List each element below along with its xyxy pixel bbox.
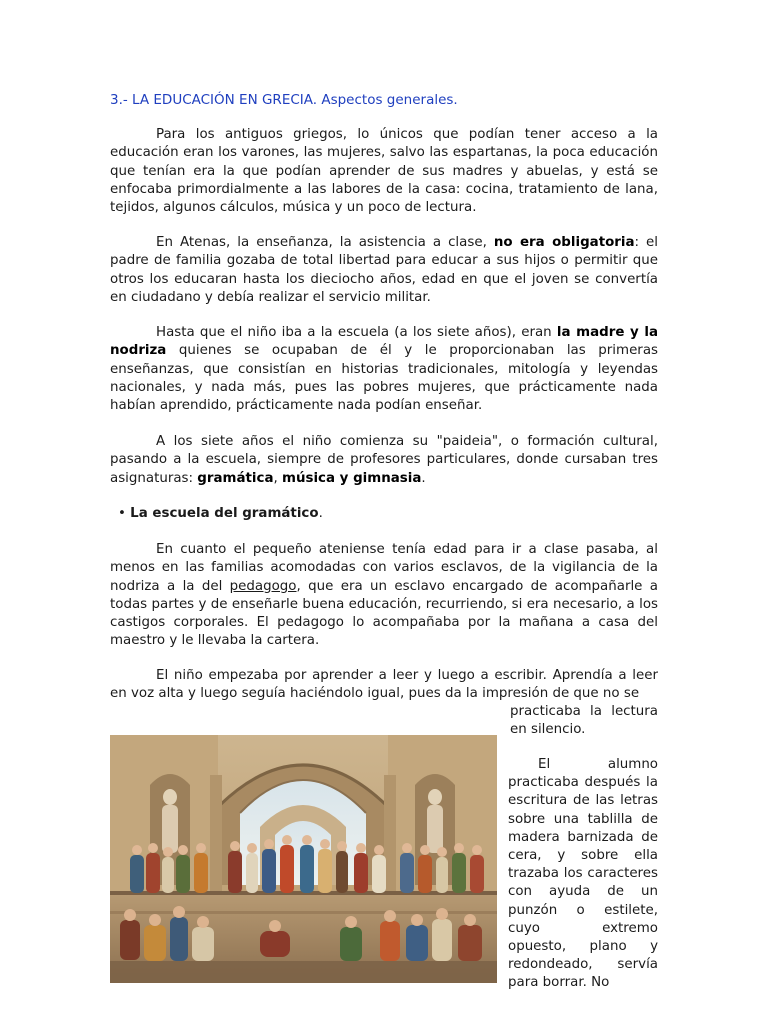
paragraph-nodriza: [110, 324, 658, 415]
paragraph-atenas: [110, 234, 658, 307]
p4-sep: ,: [273, 470, 282, 486]
painting-illustration: [110, 735, 497, 983]
bullet-label: La escuela del gramático: [130, 506, 319, 521]
p2-text-c: : el padre de familia gozaba de total libertad para educar a sus hijos o permitir que otros los educaran hasta los dieciocho años, edad en que el joven se convertía en ciudadano y debía realizar el servicio militar.: [110, 235, 658, 305]
p5-text-a: En cuanto el pequeño ateniense tenía edad para ir a clase pasaba, al menos en las familias acomodadas con varios esclavos, de la vigilancia de la nodriza a la del: [110, 542, 658, 594]
paragraph-pedagogo: [110, 541, 658, 651]
paragraph-lectura: El niño empezaba por aprender a leer y luego a escribir. Aprendía a leer en voz alta y luego seguía haciéndolo igual, pues da la impresión de que no se: [110, 668, 658, 702]
p4-bold-gramatica: gramática: [197, 470, 274, 486]
bullet-end: .: [318, 506, 323, 521]
p5-underlined: pedagogo: [229, 578, 297, 594]
p3-text-c: quienes se ocupaban de él y le proporcionaban las primeras enseñanzas, que consistían en historias tradicionales, mitología y leyendas nacionales, y nada más, pues las pobres mujeres, que prácticamente nada habían aprendido, prácticamente nada podían enseñar.: [110, 343, 658, 414]
paragraph-intro: Para los antiguos griegos, lo únicos que podían tener acceso a la educación eran los varones, las mujeres, salvo las espartanas, la poca educación que tenían era la que podían aprender de sus madres y abuelas, y está se enfocaba primordialmente a las labores de la casa: cocina, tratamiento de lana, tejidos, algunos cálculos, música y un poco de lectura.: [110, 127, 658, 216]
side-text-lectura: practicaba la lectura en silencio.: [510, 704, 658, 738]
paragraph-paideia: [110, 433, 658, 488]
p4-bold-musica: música y gimnasia: [282, 470, 422, 486]
section-title: 3.- LA EDUCACIÓN EN GRECIA. Aspectos generales.: [110, 92, 458, 108]
p4-text-a: A los siete años el niño comienza su "paideia", o formación cultural, pasando a la escuela, siempre de profesores particulares, donde cursaban tres asignaturas:: [110, 434, 658, 486]
bullet-mark: •: [118, 506, 126, 521]
p3-bold: la madre y la nodriza: [110, 325, 658, 359]
p2-text-a: En Atenas, la enseñanza, la asistencia a clase,: [156, 235, 494, 250]
school-of-athens-painting: [110, 735, 497, 983]
p4-end: .: [421, 470, 426, 486]
bullet-heading: [118, 505, 323, 523]
p3-text-a: Hasta que el niño iba a la escuela (a los siete años), eran: [156, 325, 557, 340]
p2-bold: no era obligatoria: [493, 235, 635, 250]
side-text-escritura: El alumno practicaba después la escritura de las letras sobre una tablilla de madera barnizada de cera, y sobre ella trazaba los caracteres con ayuda de un punzón o estilete, cuyo extremo opuesto, plano y redondeado, servía para borrar. No: [508, 757, 658, 991]
p5-text-c: , que era un esclavo encargado de acompañarle a todas partes y de enseñarle buena educación, recurriendo, si era necesario, a los castigos corporales. El pedagogo lo acompañaba por la mañana a casa del maestro y le llevaba la cartera.: [110, 578, 658, 649]
